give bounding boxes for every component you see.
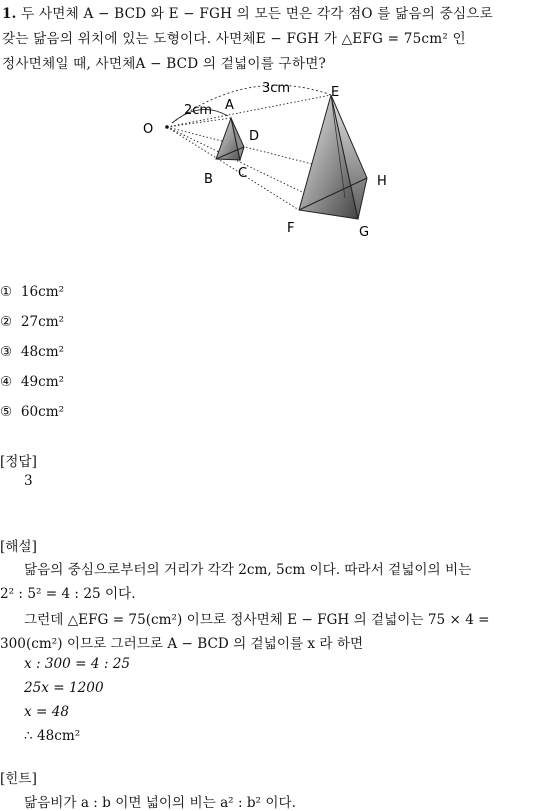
answer-value: 3 — [24, 473, 33, 489]
choice-5-mark: ⑤ — [0, 404, 13, 420]
explanation-line-3: 그런데 △EFG = 75(cm²) 이므로 정사면체 E − FGH 의 겉넓이는 75 × 4 = — [24, 612, 490, 628]
answer-label: [정답] — [0, 454, 37, 470]
choice-1-text: 16cm² — [20, 284, 65, 300]
label-distance-small: 2cm — [184, 103, 213, 118]
choice-5[interactable] — [0, 404, 64, 420]
explanation-line-1: 닮음의 중심으로부터의 거리가 각각 2cm, 5cm 이다. 따라서 겉넓이의 비는 — [24, 562, 472, 578]
hint-label: [힌트] — [0, 771, 37, 787]
choice-3-text: 48cm² — [20, 344, 65, 360]
explanation-equation-1: x : 300 = 4 : 25 — [24, 656, 131, 672]
hint-line-1: 닮음비가 a : b 이면 넓이의 비는 a² : b² 이다. — [24, 795, 296, 811]
label-d: D — [249, 129, 260, 144]
label-e: E — [331, 85, 340, 100]
tetrahedra-figure — [0, 78, 534, 248]
explanation-equation-2: 25x = 1200 — [24, 680, 104, 696]
label-o: O — [143, 122, 154, 137]
small-tetrahedron — [216, 118, 244, 160]
choice-4-mark: ④ — [0, 374, 13, 390]
choice-2-mark: ② — [0, 314, 13, 330]
explanation-line-2: 2² : 5² = 4 : 25 이다. — [0, 586, 136, 602]
choice-4[interactable] — [0, 374, 64, 390]
choice-4-text: 49cm² — [20, 374, 65, 390]
choice-2-text: 27cm² — [20, 314, 65, 330]
choice-3[interactable] — [0, 344, 64, 360]
explanation-line-4: 300(cm²) 이므로 그러므로 A − BCD 의 겉넓이를 x 라 하면 — [0, 636, 364, 652]
question-text-line-1: 두 사면체 A − BCD 와 E − FGH 의 모든 면은 각각 점O 를 닮음의 중심으로 — [21, 6, 493, 22]
label-distance-large: 3cm — [262, 81, 291, 96]
choice-1[interactable] — [0, 284, 64, 300]
explanation-equation-3: x = 48 — [24, 704, 69, 720]
label-h: H — [377, 174, 387, 189]
label-g: G — [359, 225, 370, 240]
choice-5-text: 60cm² — [20, 404, 65, 420]
label-f: F — [287, 221, 295, 236]
label-a: A — [225, 98, 234, 113]
label-b: B — [204, 172, 213, 187]
explanation-label: [해설] — [0, 539, 37, 555]
question-number: 1. — [2, 6, 17, 22]
question-text-line-2: 갖는 닮음의 위치에 있는 도형이다. 사면체E − FGH 가 △EFG = 75cm² 인 — [2, 31, 466, 47]
question-text-line-3: 정사면체일 때, 사면체A − BCD 의 겉넓이를 구하면? — [2, 56, 327, 72]
label-c: C — [238, 166, 248, 181]
center-point-o — [165, 125, 169, 129]
choice-2[interactable] — [0, 314, 64, 330]
choice-3-mark: ③ — [0, 344, 13, 360]
explanation-conclusion: ∴ 48cm² — [24, 728, 81, 744]
large-tetrahedron — [299, 95, 367, 219]
choice-1-mark: ① — [0, 284, 13, 300]
